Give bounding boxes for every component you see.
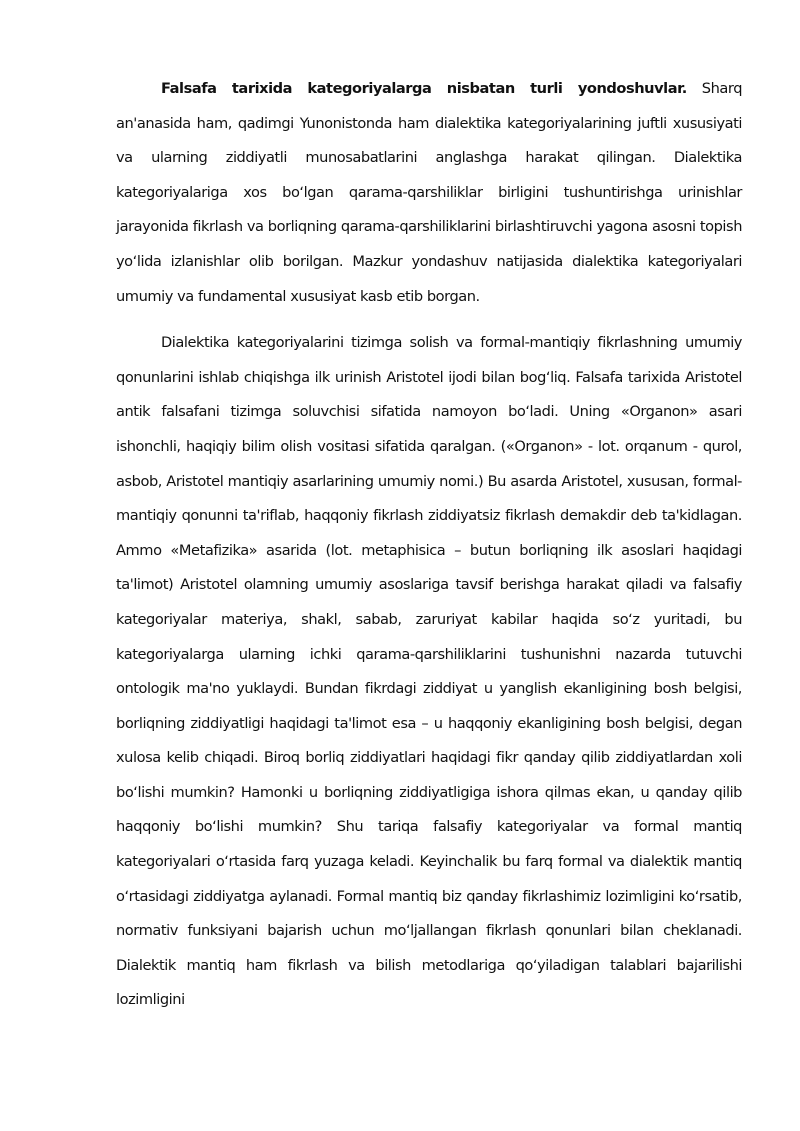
paragraph-2 xyxy=(116,326,742,1018)
paragraph-1-text: Sharq an'anasida ham, qadimgi Yunonistonda ham dialektika kategoriyalarining juftli xususiyati va ularning ziddiyatli munosabatlarini anglashga harakat qilingan. Dialektika kategoriyalariga xos boʻlgan qarama-qarshiliklar birligini tushuntirishga urinishlar jarayonida fikrlash va borliqning qarama-qarshiliklarini birlashtiruvchi yagona asosni topish yoʻlida izlanishlar olib borilgan. Mazkur yondashuv natijasida dialektika kategoriyalari umumiy va fundamental xususiyat kasb etib borgan. xyxy=(116,80,743,305)
paragraph-2-text: Dialektika kategoriyalarini tizimga solish va formal-mantiqiy fikrlashning umumiy qonunlarini ishlab chiqishga ilk urinish Aristotel ijodi bilan bogʻliq. Falsafa tarixida Aristotel antik falsafani tizimga soluvchisi sifatida namoyon boʻladi. Uning «Organon» asari ishonchli, haqiqiy bilim olish vositasi sifatida qaralgan. («Organon» - lot. orqanum - qurol, asbob, Aristotel mantiqiy asarlarining umumiy nomi.) Bu asarda Aristotel, xususan, formal-mantiqiy qonunni ta'riflab, haqqoniy fikrlash ziddiyatsiz fikrlash demakdir deb ta'kidlagan. Ammo «Metafizika» asarida (lot. metaphisica – butun borliqning ilk asoslari haqidagi ta'limot) Aristotel olamning umumiy asoslariga tavsif berishga harakat qiladi va falsafiy kategoriyalar materiya, shakl, sabab, zaruriyat kabilar haqida soʻz yuritadi, bu kategoriyalarga ularning ichki qarama-qarshiliklarini tushunishni nazarda tutuvchi ontologik ma'no yuklaydi. Bundan fikrdagi ziddiyat u yanglish ekanligining bosh belgisi, borliqning ziddiyatligi haqidagi ta'limot esa – u haqqoniy ekanligining bosh belgisi, degan xulosa kelib chiqadi. Biroq borliq ziddiyatlari haqidagi fikr qanday qilib ziddiyatlardan xoli boʻlishi mumkin? Hamonki u borliqning ziddiyatligiga ishora qilmas ekan, u qanday qilib haqqoniy boʻlishi mumkin? Shu tariqa falsafiy kategoriyalar va formal mantiq kategoriyalari oʻrtasida farq yuzaga keladi. Keyinchalik bu farq formal va dialektik mantiq oʻrtasidagi ziddiyatga aylanadi. Formal mantiq biz qanday fikrlashimiz lozimligini koʻrsatib, normativ funksiyani bajarish uchun moʻljallangan fikrlash qonunlari bilan cheklanadi. Dialektik mantiq ham fikrlash va bilish metodlariga qoʻyiladigan talablari bajarilishi lozimligini xyxy=(116,334,742,1009)
section-heading: Falsafa tarixida kategoriyalarga nisbatan turli yondoshuvlar. xyxy=(161,80,687,97)
document-page xyxy=(116,72,742,1018)
paragraph-1 xyxy=(116,72,742,314)
